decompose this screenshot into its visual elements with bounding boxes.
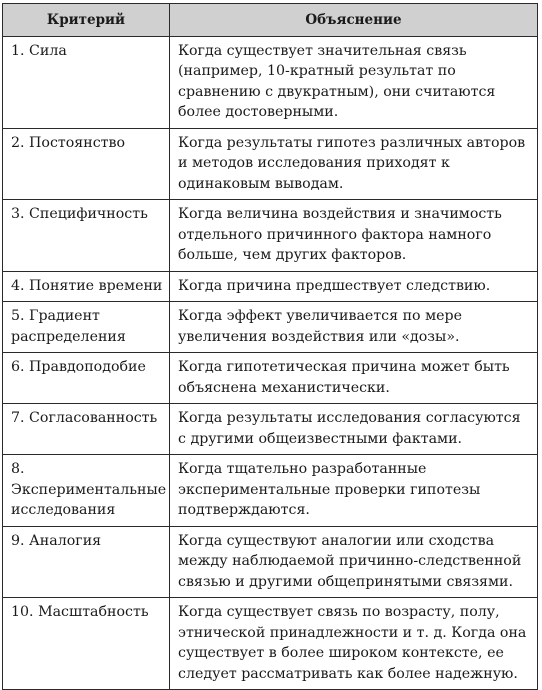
table-row (3, 200, 538, 272)
table-row (3, 598, 538, 690)
criterion-cell: 4. Понятие времени (3, 271, 170, 302)
criterion-cell: 7. Согласованность (3, 404, 170, 455)
criterion-cell: 10. Масштабность (3, 598, 170, 690)
column-header-criterion: Критерий (3, 4, 170, 37)
criterion-cell: 9. Аналогия (3, 526, 170, 598)
table-row (3, 455, 538, 527)
explanation-cell: Когда величина воздействия и значимость отдельного причинного фактора намного больше, чем других факторов. (170, 200, 538, 272)
explanation-cell: Когда результаты исследования согласуются с другими общеизвестными фактами. (170, 404, 538, 455)
criterion-cell: 3. Специфичность (3, 200, 170, 272)
explanation-cell: Когда эффект увеличивается по мере увеличения воздействия или «дозы». (170, 302, 538, 353)
explanation-cell: Когда результаты гипотез различных авторов и методов исследования приходят к одинаковым выводам. (170, 128, 538, 200)
table-row (3, 353, 538, 404)
criterion-cell: 6. Правдоподобие (3, 353, 170, 404)
explanation-cell: Когда существует связь по возрасту, полу, этнической принадлежности и т. д. Когда она существует в более широком контексте, ее следует рассматривать как более надежную. (170, 598, 538, 690)
criterion-cell: 8. Экспериментальные исследования (3, 455, 170, 527)
column-header-explanation: Объяснение (170, 4, 538, 37)
table-row (3, 526, 538, 598)
criterion-cell: 5. Градиент распределения (3, 302, 170, 353)
table-row (3, 271, 538, 302)
table-row (3, 404, 538, 455)
criteria-table (2, 3, 538, 690)
explanation-cell: Когда гипотетическая причина может быть объяснена механистически. (170, 353, 538, 404)
explanation-cell: Когда причина предшествует следствию. (170, 271, 538, 302)
explanation-cell: Когда существует значительная связь (например, 10-кратный результат по сравнению с двукратным), они считаются более достоверными. (170, 36, 538, 128)
explanation-cell: Когда существуют аналогии или сходства между наблюдаемой причинно-следственной связью и другими общепринятыми связями. (170, 526, 538, 598)
table-header-row (3, 4, 538, 37)
criterion-cell: 2. Постоянство (3, 128, 170, 200)
explanation-cell: Когда тщательно разработанные экспериментальные проверки гипотезы подтверждаются. (170, 455, 538, 527)
table-row (3, 128, 538, 200)
criterion-cell: 1. Сила (3, 36, 170, 128)
table-row (3, 36, 538, 128)
table-row (3, 302, 538, 353)
